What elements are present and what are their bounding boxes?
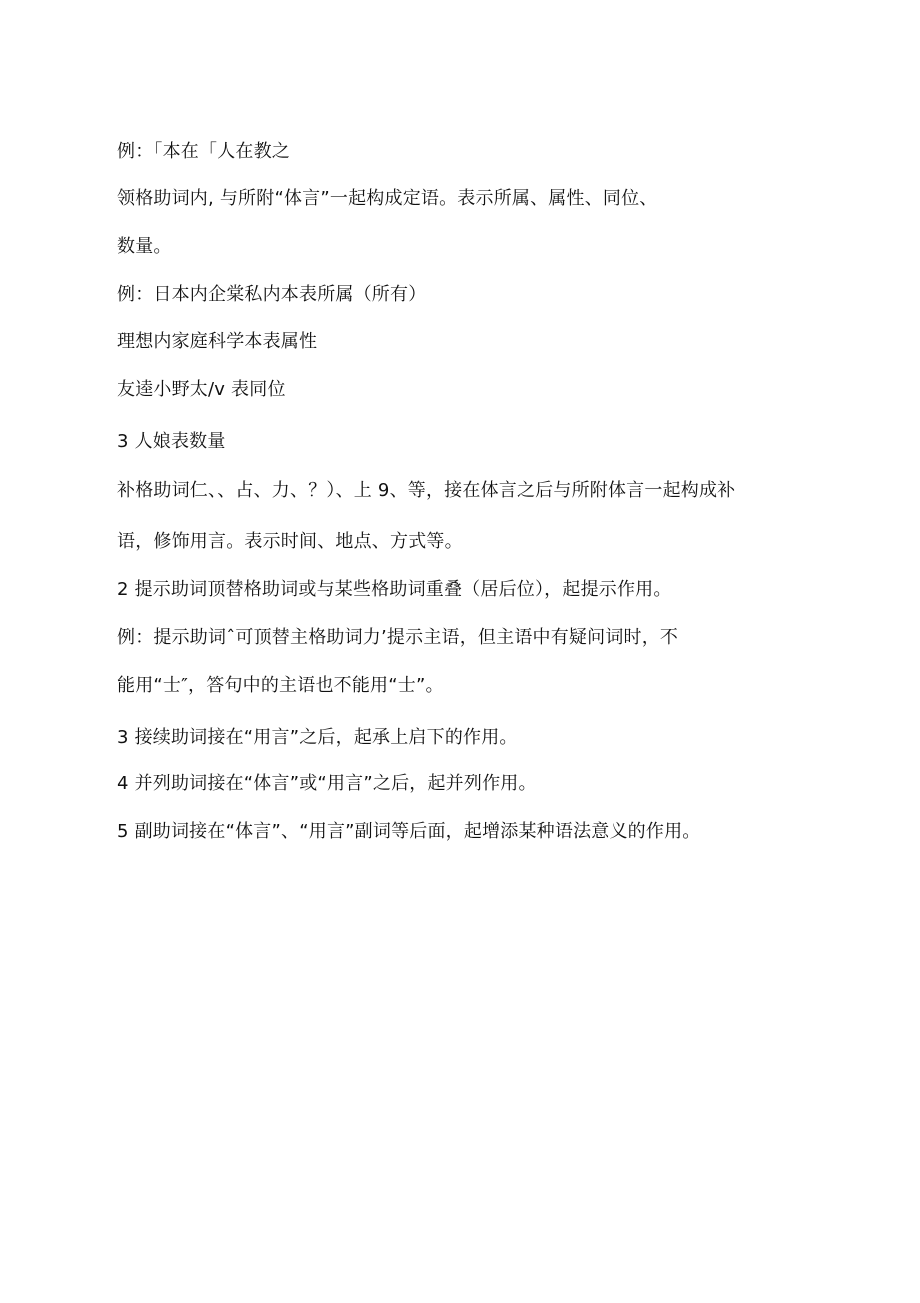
text-line-6: 友逵小野太/v 表同位 [117,379,286,400]
text-line-2: 领格助词内, 与所附“体言”一起构成定语。表示所属、属性、同位、 [117,188,658,209]
text-line-13: 3 接续助词接在“用言”之后，起承上启下的作用。 [117,727,518,748]
text-line-14: 4 并列助词接在“体言”或“用言”之后，起并列作用。 [117,773,537,794]
text-line-9: 语，修饰用言。表示时间、地点、方式等。 [117,531,463,552]
text-line-3: 数量。 [117,236,172,257]
text-line-5: 理想内家庭科学本表属性 [117,331,318,352]
text-line-4: 例：日本内企棠私内本表所属（所有） [117,284,427,305]
text-line-8: 补格助词仁、、占、力、？）、上 9、等，接在体言之后与所附体言一起构成补 [117,480,736,501]
text-line-10: 2 提示助词顶替格助词或与某些格助词重叠（居后位），起提示作用。 [117,579,672,600]
text-line-11: 例：提示助词ˆ可顶替主格助词力’提示主语，但主语中有疑问词时，不 [117,627,679,648]
text-line-15: 5 副助词接在“体言”、“用言”副词等后面，起增添某种语法意义的作用。 [117,821,701,842]
text-line-1: 例：「本在「人在教之 [117,141,290,162]
text-line-7: 3 人娘表数量 [117,431,226,452]
text-line-12: 能用“士″，答句中的主语也不能用“士”。 [117,675,444,696]
